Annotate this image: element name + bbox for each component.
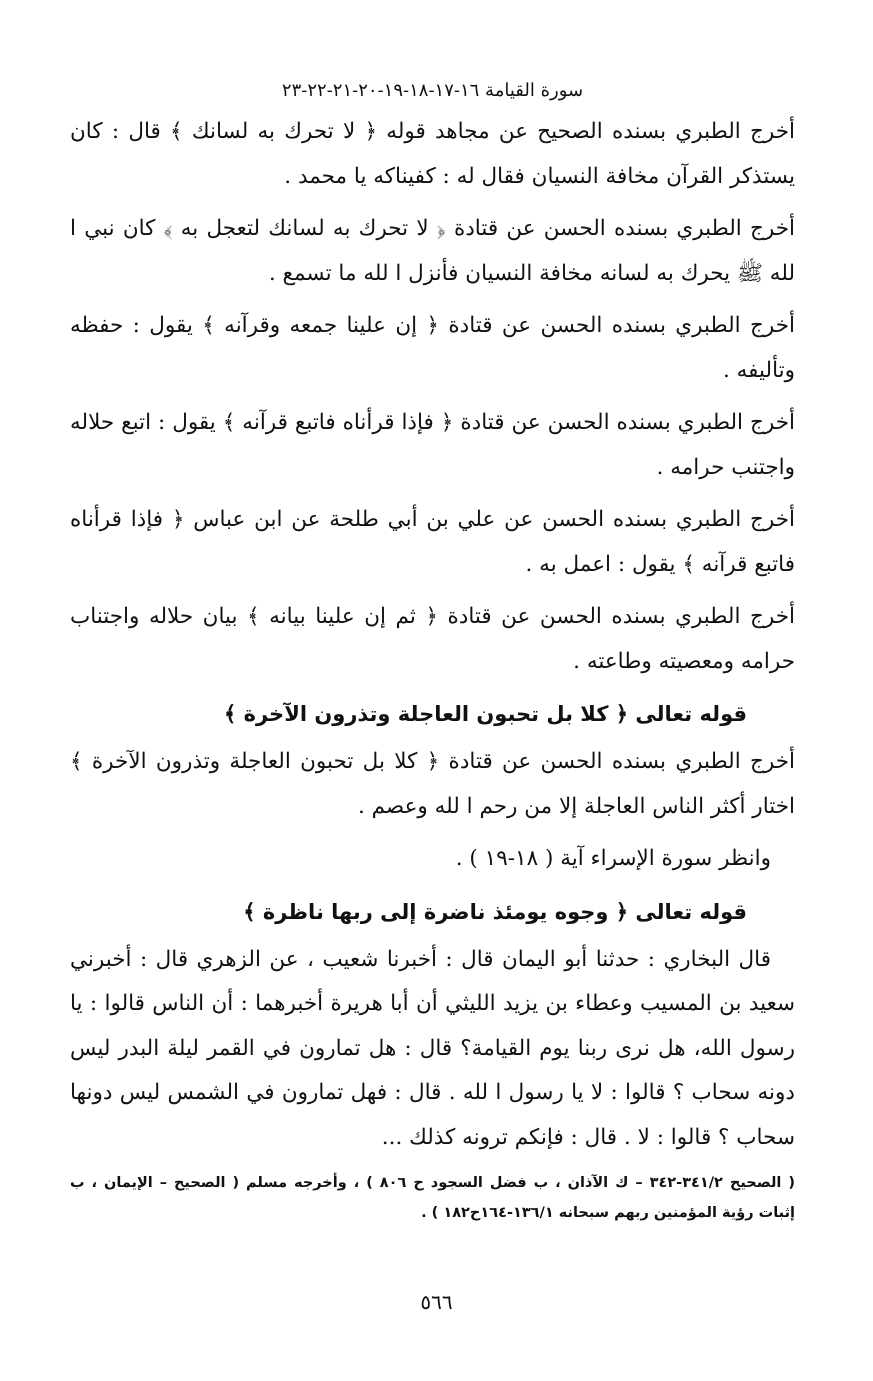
paragraph: وانظر سورة الإسراء آية ( ١٨-١٩ ) . — [455, 846, 771, 871]
section-heading: قوله تعالى ﴿ وجوه يومئذ ناضرة إلى ربها ناظرة ﴾ — [243, 899, 747, 924]
page-body — [70, 78, 795, 1228]
paragraph: أخرج الطبري بسنده الحسن عن قتادة ﴿ كلا بل تحبون العاجلة وتذرون الآخرة ﴾ اختار أكثر الناس العاجلة إلا من رحم ا لله وعصم . — [70, 749, 795, 819]
running-header: سورة القيامة ١٦-١٧-١٨-١٩-٢٠-٢١-٢٢-٢٣ — [281, 80, 584, 101]
paragraph: أخرج الطبري بسنده الحسن عن علي بن أبي طلحة عن ابن عباس ﴿ فإذا قرأناه فاتبع قرآنه ﴾ يقول : اعمل به . — [70, 507, 795, 577]
paragraph: أخرج الطبري بسنده الحسن عن قتادة ﴿ إن علينا جمعه وقرآنه ﴾ يقول : حفظه وتأليفه . — [70, 313, 795, 383]
page-number: ٥٦٦ — [420, 1290, 453, 1314]
paragraph: أخرج الطبري بسنده الحسن عن قتادة ﴿ ثم إن علينا بيانه ﴾ بيان حلاله واجتناب حرامه ومعصيته وطاعته . — [70, 604, 795, 674]
paragraph: قال البخاري : حدثنا أبو اليمان قال : أخبرنا شعيب ، عن الزهري قال : أخبرني سعيد بن المسيب وعطاء بن يزيد الليثي أن أبا هريرة أخبرهما : أن الناس قالوا : يا رسول الله، هل نرى ربنا يوم القيامة؟ قال : هل تمارون في القمر ليلة البدر ليس دونه سحاب ؟ قالوا : لا يا رسول ا لله . قال : فهل تمارون في الشمس ليس دونها سحاب ؟ قالوا : لا . قال : فإنكم ترونه كذلك ... — [70, 946, 795, 1150]
paragraph: أخرج الطبري بسنده الصحيح عن مجاهد قوله ﴿ لا تحرك به لسانك ﴾ قال : كان يستذكر القرآن مخافة النسيان فقال له : كفيناكه يا محمد . — [70, 119, 795, 189]
section-heading: قوله تعالى ﴿ كلا بل تحبون العاجلة وتذرون الآخرة ﴾ — [223, 702, 747, 726]
paragraph: أخرج الطبري بسنده الحسن عن قتادة ﴿ فإذا قرأناه فاتبع قرآنه ﴾ يقول : اتبع حلاله واجتنب حرامه . — [70, 410, 795, 480]
footnote: ( الصحيح ٣٤١/٢-٣٤٢ – ك الآذان ، ب فضل السجود ح ٨٠٦ ) ، وأخرجه مسلم ( الصحيح – الإيمان ، ب إثبات رؤية المؤمنين ربهم سبحانه ١٣٦/١-١٦٤ح١٨٢ ) . — [70, 1175, 795, 1221]
paragraph: أخرج الطبري بسنده الحسن عن قتادة ﴿ لا تحرك به لسانك لتعجل به ﴾ كان نبي ا لله ﷺ يحرك به لسانه مخافة النسيان فأنزل ا لله ما تسمع . — [70, 216, 795, 286]
